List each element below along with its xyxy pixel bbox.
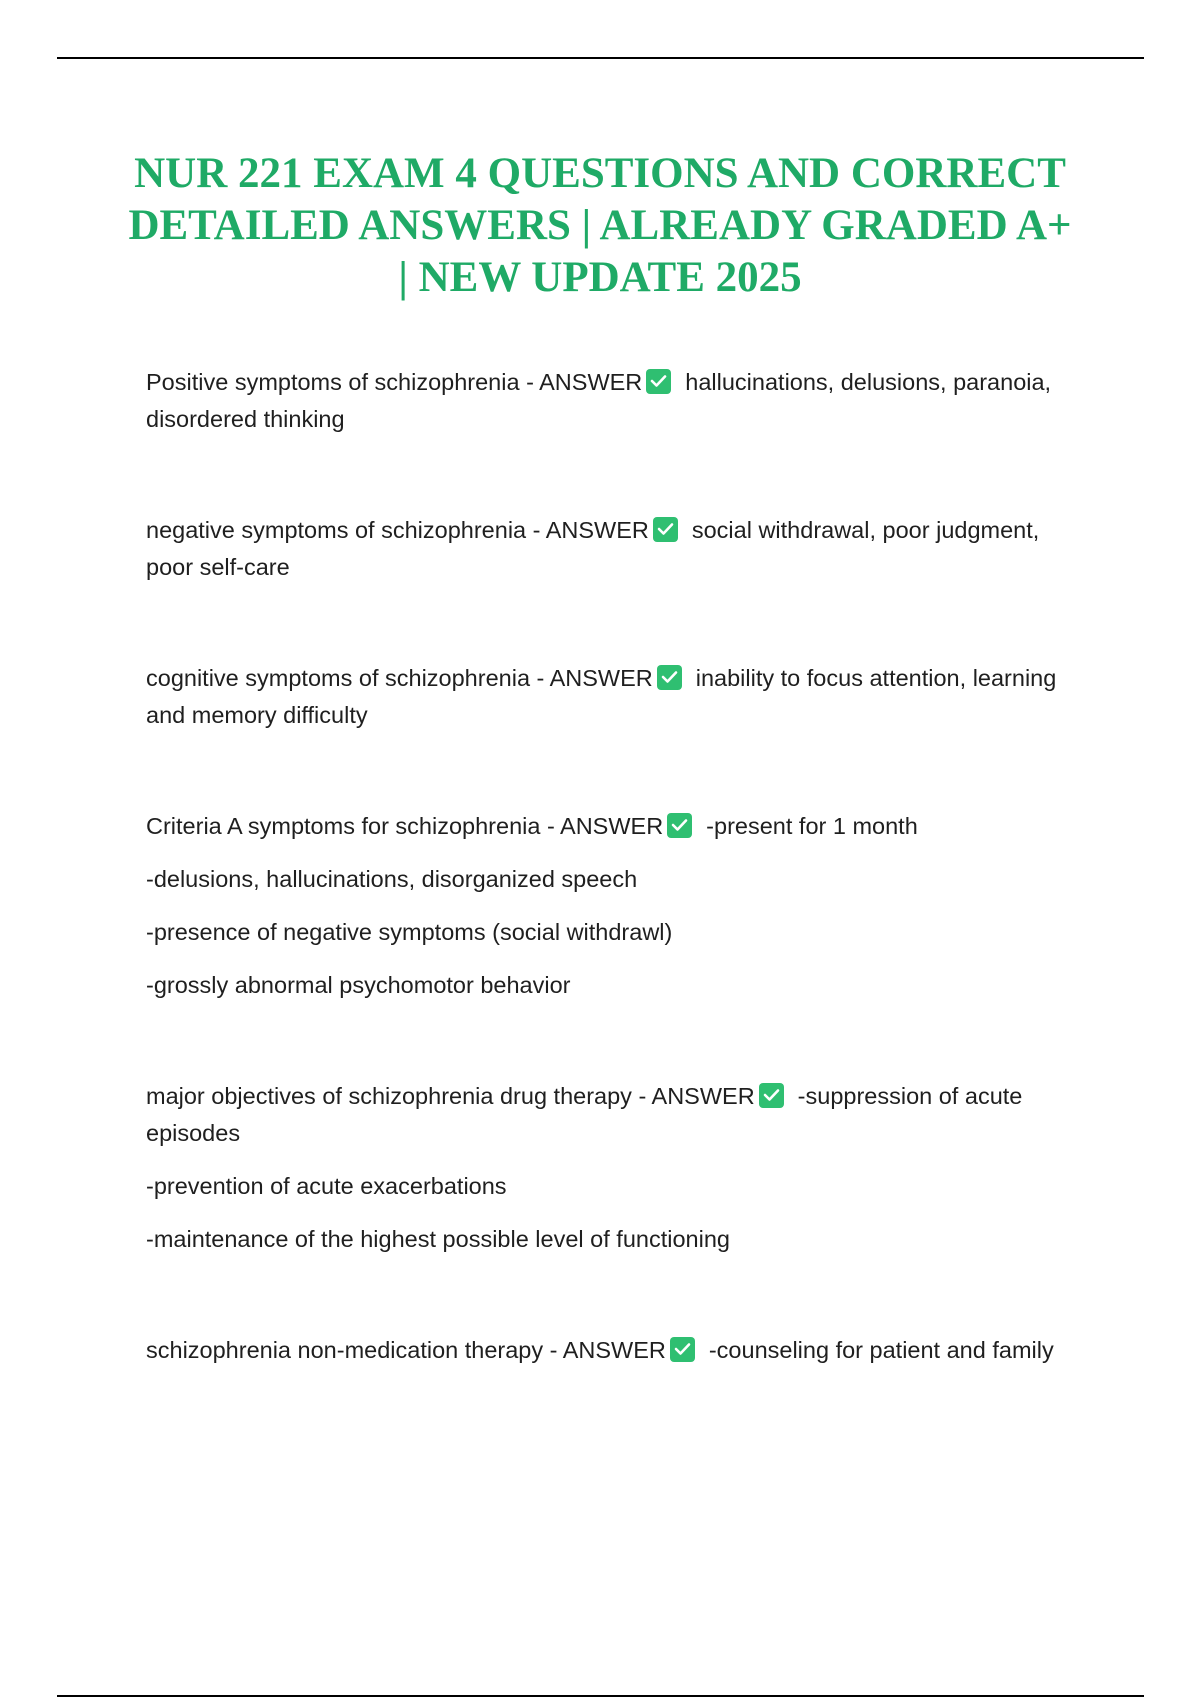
- qa-list: [146, 364, 1086, 1369]
- checkmark-icon: [670, 1337, 695, 1362]
- answer-line: -presence of negative symptoms (social withdrawl): [146, 919, 673, 945]
- qa-main-line: [146, 512, 1086, 586]
- checkmark-icon: [657, 665, 682, 690]
- document-title: NUR 221 EXAM 4 QUESTIONS AND CORRECT DETAILED ANSWERS | ALREADY GRADED A+ | NEW UPDATE 2025: [128, 150, 1072, 301]
- question-text: cognitive symptoms of schizophrenia - ANSWER: [146, 665, 653, 691]
- qa-item: [146, 808, 1086, 1078]
- checkmark-icon: [653, 517, 678, 542]
- qa-main-line: [146, 1332, 1086, 1369]
- question-text: major objectives of schizophrenia drug therapy - ANSWER: [146, 1083, 755, 1109]
- qa-item: [146, 1332, 1086, 1369]
- question-text: negative symptoms of schizophrenia - ANSWER: [146, 517, 649, 543]
- qa-main-line: [146, 660, 1086, 734]
- qa-item: [146, 1078, 1086, 1332]
- question-text: schizophrenia non-medication therapy - ANSWER: [146, 1337, 666, 1363]
- qa-item: [146, 364, 1086, 512]
- answer-text: -counseling for patient and family: [708, 1337, 1054, 1363]
- answer-text: hallucinations, delusions, paranoia, disordered thinking: [146, 369, 1052, 432]
- question-text: Criteria A symptoms for schizophrenia - ANSWER: [146, 813, 664, 839]
- qa-main-line: [146, 364, 1086, 438]
- checkmark-icon: [667, 813, 692, 838]
- answer-text: -suppression of acute episodes: [146, 1083, 1023, 1146]
- answer-line: -grossly abnormal psychomotor behavior: [146, 972, 571, 998]
- checkmark-icon: [646, 369, 671, 394]
- question-text: Positive symptoms of schizophrenia - ANSWER: [146, 369, 643, 395]
- qa-main-line: [146, 1078, 1086, 1152]
- qa-main-line: [146, 808, 1086, 845]
- qa-item: [146, 512, 1086, 660]
- answer-line: -maintenance of the highest possible level of functioning: [146, 1226, 730, 1252]
- top-rule: [57, 57, 1144, 59]
- answer-line: -prevention of acute exacerbations: [146, 1173, 507, 1199]
- qa-item: [146, 660, 1086, 808]
- answer-text: inability to focus attention, learning and memory difficulty: [146, 665, 1057, 728]
- answer-text: -present for 1 month: [706, 813, 918, 839]
- bottom-rule: [57, 1695, 1144, 1697]
- answer-text: social withdrawal, poor judgment, poor self-care: [146, 517, 1040, 580]
- answer-line: -delusions, hallucinations, disorganized speech: [146, 866, 638, 892]
- checkmark-icon: [759, 1083, 784, 1108]
